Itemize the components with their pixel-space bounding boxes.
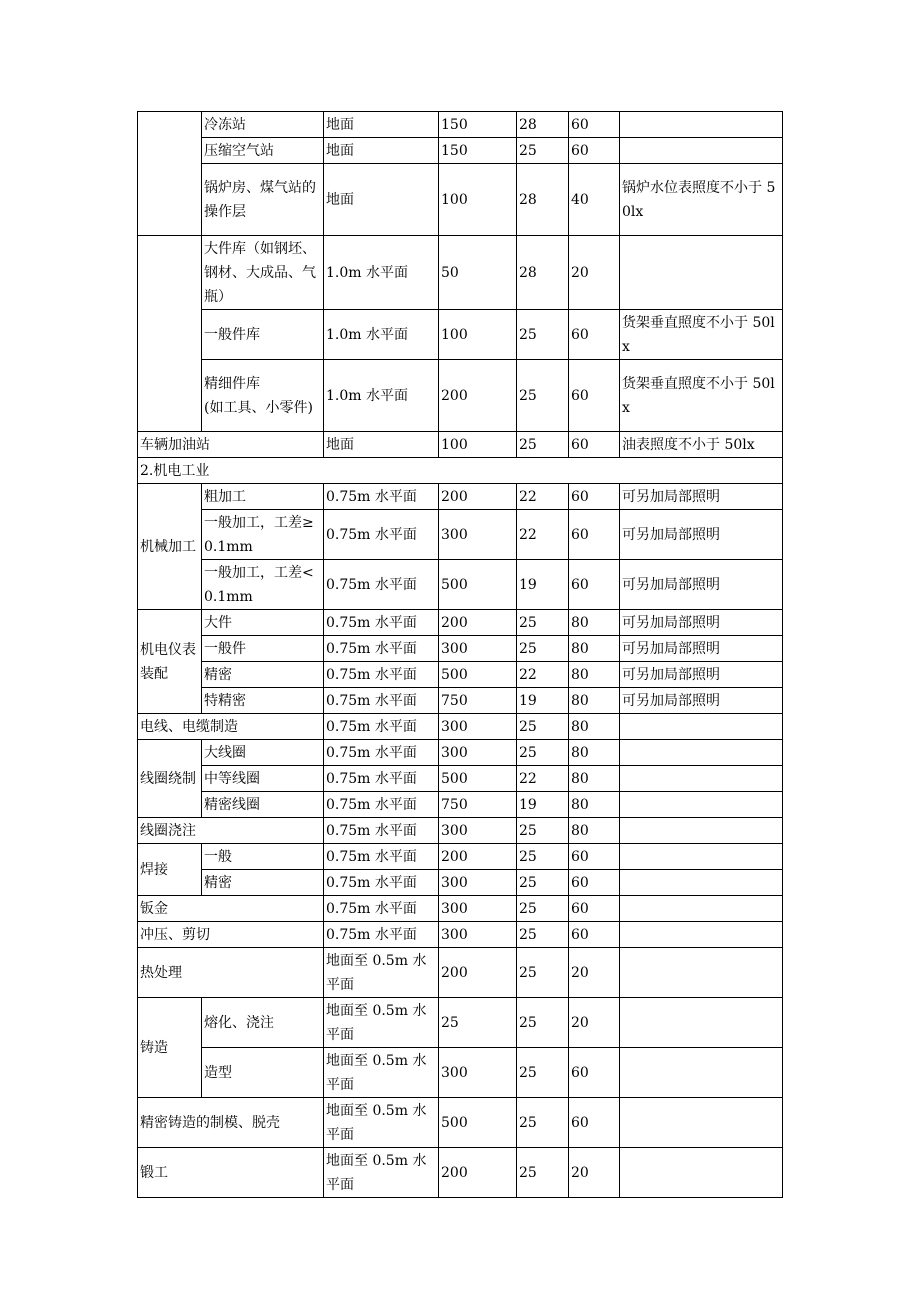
remark-cell: 可另加局部照明	[620, 510, 783, 560]
remark-cell	[620, 922, 783, 948]
place-cell: 冷冻站	[202, 112, 324, 138]
illuminance-cell: 500	[439, 766, 517, 792]
ra-cell: 20	[569, 1148, 620, 1198]
place-cell: 电线、电缆制造	[138, 714, 324, 740]
ra-cell: 60	[569, 310, 620, 360]
ra-cell: 60	[569, 896, 620, 922]
ra-cell: 80	[569, 714, 620, 740]
reference-plane-cell: 0.75m 水平面	[324, 818, 439, 844]
reference-plane-cell: 0.75m 水平面	[324, 510, 439, 560]
remark-cell	[620, 138, 783, 164]
remark-cell: 货架垂直照度不小于 50lx	[620, 310, 783, 360]
place-cell: 一般件	[202, 636, 324, 662]
illuminance-cell: 150	[439, 112, 517, 138]
reference-plane-cell: 0.75m 水平面	[324, 896, 439, 922]
reference-plane-cell: 0.75m 水平面	[324, 844, 439, 870]
remark-cell	[620, 766, 783, 792]
table-row	[138, 636, 783, 662]
ra-cell: 80	[569, 688, 620, 714]
illuminance-cell: 200	[439, 1148, 517, 1198]
table-row	[138, 662, 783, 688]
place-cell: 线圈浇注	[138, 818, 324, 844]
remark-cell: 油表照度不小于 50lx	[620, 432, 783, 458]
reference-plane-cell: 1.0m 水平面	[324, 236, 439, 310]
place-cell: 热处理	[138, 948, 324, 998]
ra-cell: 60	[569, 560, 620, 610]
table-row	[138, 714, 783, 740]
reference-plane-cell: 地面	[324, 164, 439, 236]
glare-cell: 25	[517, 714, 569, 740]
illuminance-cell: 25	[439, 998, 517, 1048]
table-row	[138, 766, 783, 792]
table-row	[138, 310, 783, 360]
reference-plane-cell: 1.0m 水平面	[324, 360, 439, 432]
illuminance-cell: 100	[439, 432, 517, 458]
table-row	[138, 610, 783, 636]
ra-cell: 60	[569, 870, 620, 896]
reference-plane-cell: 地面	[324, 112, 439, 138]
table-row	[138, 484, 783, 510]
place-cell: 粗加工	[202, 484, 324, 510]
remark-cell: 可另加局部照明	[620, 636, 783, 662]
table-row	[138, 138, 783, 164]
illuminance-cell: 200	[439, 948, 517, 998]
ra-cell: 80	[569, 662, 620, 688]
ra-cell: 80	[569, 792, 620, 818]
ra-cell: 60	[569, 432, 620, 458]
glare-cell: 19	[517, 792, 569, 818]
place-cell: 一般加工，工差<0.1mm	[202, 560, 324, 610]
illuminance-cell: 300	[439, 636, 517, 662]
place-cell: 压缩空气站	[202, 138, 324, 164]
table-row	[138, 948, 783, 998]
ra-cell: 60	[569, 112, 620, 138]
category-cell: 机械加工	[138, 484, 202, 610]
glare-cell: 25	[517, 636, 569, 662]
glare-cell: 25	[517, 610, 569, 636]
ra-cell: 60	[569, 1098, 620, 1148]
place-cell: 精密铸造的制模、脱壳	[138, 1098, 324, 1148]
glare-cell: 19	[517, 560, 569, 610]
category-cell: 机电仪表装配	[138, 610, 202, 714]
ra-cell: 60	[569, 1048, 620, 1098]
illuminance-cell: 300	[439, 818, 517, 844]
remark-cell: 可另加局部照明	[620, 610, 783, 636]
illuminance-cell: 300	[439, 510, 517, 560]
ra-cell: 20	[569, 236, 620, 310]
reference-plane-cell: 地面至 0.5m 水平面	[324, 1048, 439, 1098]
table-row	[138, 1098, 783, 1148]
reference-plane-cell: 地面	[324, 138, 439, 164]
ra-cell: 80	[569, 636, 620, 662]
illuminance-cell: 300	[439, 922, 517, 948]
reference-plane-cell: 0.75m 水平面	[324, 792, 439, 818]
table-row	[138, 432, 783, 458]
remark-cell	[620, 844, 783, 870]
ra-cell: 20	[569, 948, 620, 998]
glare-cell: 22	[517, 484, 569, 510]
glare-cell: 22	[517, 766, 569, 792]
glare-cell: 25	[517, 818, 569, 844]
table-row	[138, 360, 783, 432]
ra-cell: 80	[569, 740, 620, 766]
table-row	[138, 922, 783, 948]
table-row	[138, 112, 783, 138]
glare-cell: 25	[517, 922, 569, 948]
remark-cell: 可另加局部照明	[620, 484, 783, 510]
place-cell: 锻工	[138, 1148, 324, 1198]
remark-cell: 可另加局部照明	[620, 688, 783, 714]
table-row	[138, 688, 783, 714]
table-row	[138, 998, 783, 1048]
glare-cell: 25	[517, 948, 569, 998]
place-cell: 一般加工，工差≥0.1mm	[202, 510, 324, 560]
remark-cell: 锅炉水位表照度不小于 50lx	[620, 164, 783, 236]
ra-cell: 60	[569, 922, 620, 948]
table-row	[138, 818, 783, 844]
glare-cell: 25	[517, 360, 569, 432]
glare-cell: 25	[517, 1148, 569, 1198]
remark-cell: 可另加局部照明	[620, 662, 783, 688]
remark-cell	[620, 236, 783, 310]
illuminance-cell: 500	[439, 662, 517, 688]
ra-cell: 40	[569, 164, 620, 236]
category-cell	[138, 236, 202, 432]
remark-cell	[620, 714, 783, 740]
ra-cell: 60	[569, 484, 620, 510]
illuminance-cell: 500	[439, 560, 517, 610]
place-cell: 一般	[202, 844, 324, 870]
glare-cell: 28	[517, 112, 569, 138]
category-cell: 焊接	[138, 844, 202, 896]
reference-plane-cell: 地面至 0.5m 水平面	[324, 1148, 439, 1198]
glare-cell: 25	[517, 138, 569, 164]
place-cell: 精密	[202, 870, 324, 896]
remark-cell	[620, 896, 783, 922]
place-cell: 熔化、浇注	[202, 998, 324, 1048]
remark-cell	[620, 792, 783, 818]
reference-plane-cell: 0.75m 水平面	[324, 922, 439, 948]
glare-cell: 25	[517, 870, 569, 896]
illuminance-cell: 300	[439, 896, 517, 922]
place-cell: 精密	[202, 662, 324, 688]
table-row	[138, 164, 783, 236]
remark-cell	[620, 1048, 783, 1098]
remark-cell: 可另加局部照明	[620, 560, 783, 610]
table-row	[138, 510, 783, 560]
remark-cell: 货架垂直照度不小于 50lx	[620, 360, 783, 432]
remark-cell	[620, 870, 783, 896]
table-row	[138, 1048, 783, 1098]
glare-cell: 25	[517, 1098, 569, 1148]
glare-cell: 25	[517, 1048, 569, 1098]
reference-plane-cell: 0.75m 水平面	[324, 484, 439, 510]
glare-cell: 25	[517, 998, 569, 1048]
category-cell	[138, 112, 202, 236]
ra-cell: 80	[569, 818, 620, 844]
illuminance-cell: 500	[439, 1098, 517, 1148]
table-row	[138, 792, 783, 818]
glare-cell: 22	[517, 662, 569, 688]
glare-cell: 28	[517, 236, 569, 310]
remark-cell	[620, 1148, 783, 1198]
reference-plane-cell: 1.0m 水平面	[324, 310, 439, 360]
glare-cell: 25	[517, 896, 569, 922]
ra-cell: 80	[569, 766, 620, 792]
reference-plane-cell: 0.75m 水平面	[324, 636, 439, 662]
reference-plane-cell: 地面至 0.5m 水平面	[324, 1098, 439, 1148]
place-cell: 钣金	[138, 896, 324, 922]
table-row	[138, 870, 783, 896]
ra-cell: 80	[569, 610, 620, 636]
glare-cell: 28	[517, 164, 569, 236]
reference-plane-cell: 地面至 0.5m 水平面	[324, 948, 439, 998]
ra-cell: 60	[569, 360, 620, 432]
reference-plane-cell: 地面	[324, 432, 439, 458]
section-heading: 2.机电工业	[138, 458, 783, 484]
place-cell: 大线圈	[202, 740, 324, 766]
illuminance-cell: 100	[439, 164, 517, 236]
illuminance-cell: 150	[439, 138, 517, 164]
glare-cell: 25	[517, 844, 569, 870]
place-cell: 车辆加油站	[138, 432, 324, 458]
place-cell: 精密线圈	[202, 792, 324, 818]
illuminance-cell: 200	[439, 844, 517, 870]
glare-cell: 25	[517, 740, 569, 766]
table-row	[138, 236, 783, 310]
illuminance-cell: 750	[439, 792, 517, 818]
ra-cell: 60	[569, 510, 620, 560]
place-cell: 大件库（如钢坯、钢材、大成品、气瓶）	[202, 236, 324, 310]
ra-cell: 20	[569, 998, 620, 1048]
reference-plane-cell: 0.75m 水平面	[324, 766, 439, 792]
table-row	[138, 844, 783, 870]
place-cell: 中等线圈	[202, 766, 324, 792]
remark-cell	[620, 112, 783, 138]
remark-cell	[620, 948, 783, 998]
place-cell: 特精密	[202, 688, 324, 714]
remark-cell	[620, 998, 783, 1048]
ra-cell: 60	[569, 844, 620, 870]
table-row	[138, 896, 783, 922]
reference-plane-cell: 0.75m 水平面	[324, 688, 439, 714]
section-row	[138, 458, 783, 484]
illuminance-cell: 750	[439, 688, 517, 714]
place-cell: 大件	[202, 610, 324, 636]
table-row	[138, 740, 783, 766]
illuminance-cell: 200	[439, 484, 517, 510]
place-cell: 一般件库	[202, 310, 324, 360]
ra-cell: 60	[569, 138, 620, 164]
illuminance-cell: 300	[439, 740, 517, 766]
reference-plane-cell: 0.75m 水平面	[324, 560, 439, 610]
lighting-standard-table	[137, 111, 783, 1198]
glare-cell: 22	[517, 510, 569, 560]
place-cell: 精细件库 (如工具、小零件)	[202, 360, 324, 432]
place-cell: 造型	[202, 1048, 324, 1098]
reference-plane-cell: 0.75m 水平面	[324, 870, 439, 896]
remark-cell	[620, 818, 783, 844]
reference-plane-cell: 0.75m 水平面	[324, 662, 439, 688]
remark-cell	[620, 740, 783, 766]
illuminance-cell: 300	[439, 1048, 517, 1098]
illuminance-cell: 50	[439, 236, 517, 310]
illuminance-cell: 100	[439, 310, 517, 360]
illuminance-cell: 200	[439, 610, 517, 636]
reference-plane-cell: 0.75m 水平面	[324, 740, 439, 766]
table-row	[138, 1148, 783, 1198]
illuminance-cell: 200	[439, 360, 517, 432]
reference-plane-cell: 地面至 0.5m 水平面	[324, 998, 439, 1048]
reference-plane-cell: 0.75m 水平面	[324, 610, 439, 636]
place-cell: 锅炉房、煤气站的 操作层	[202, 164, 324, 236]
remark-cell	[620, 1098, 783, 1148]
illuminance-cell: 300	[439, 870, 517, 896]
illuminance-cell: 300	[439, 714, 517, 740]
glare-cell: 19	[517, 688, 569, 714]
glare-cell: 25	[517, 432, 569, 458]
place-cell: 冲压、剪切	[138, 922, 324, 948]
category-cell: 铸造	[138, 998, 202, 1098]
table-row	[138, 560, 783, 610]
category-cell: 线圈绕制	[138, 740, 202, 818]
reference-plane-cell: 0.75m 水平面	[324, 714, 439, 740]
glare-cell: 25	[517, 310, 569, 360]
